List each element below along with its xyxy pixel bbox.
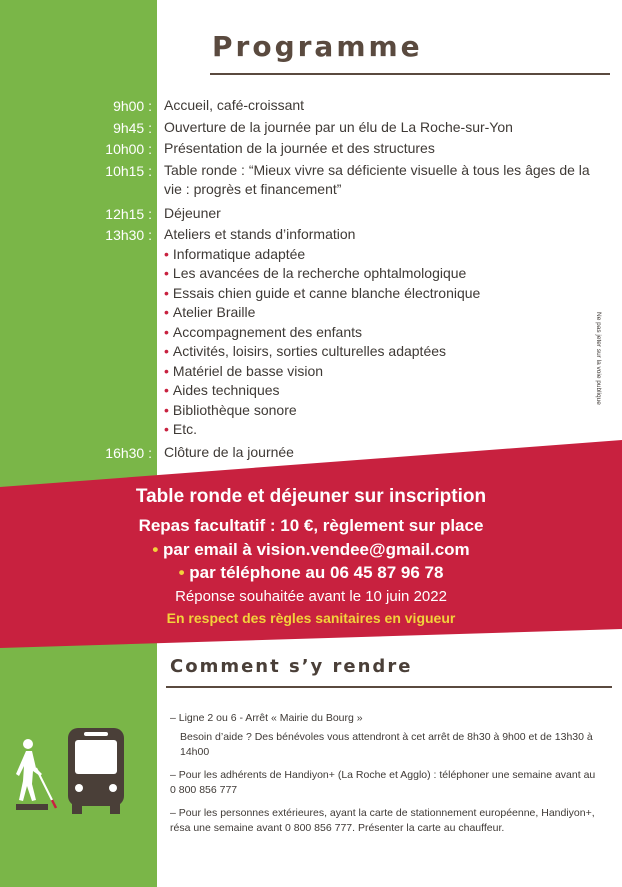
bullet-icon: • — [164, 245, 169, 262]
schedule-time: 12h15 : — [105, 205, 152, 222]
workshop-label: Informatique adaptée — [172, 245, 306, 262]
access-directions — [170, 711, 600, 844]
side-note-text: Ne pas jeter sur la voie publique — [595, 312, 602, 405]
list-item — [164, 381, 622, 401]
list-item — [164, 284, 622, 304]
members-info: – Pour les adhérents de Handiyon+ (La Roche et Agglo) : téléphoner une semaine avant au 0 800 856 777 — [170, 769, 596, 796]
bullet-icon: • — [164, 323, 169, 340]
bullet-icon: • — [164, 421, 169, 437]
email-line — [0, 540, 622, 560]
volunteer-help: Besoin d’aide ? Des bénévoles vous attendront à cet arrêt de 8h30 à 9h00 et de 13h30 à 14h00 — [180, 731, 593, 758]
bullet-icon: • — [164, 382, 169, 398]
phone-text: par téléphone au 06 45 87 96 78 — [189, 563, 444, 582]
workshop-label: Etc. — [172, 421, 198, 437]
schedule-row — [0, 225, 622, 245]
side-note — [592, 312, 602, 432]
schedule-text: Table ronde : “Mieux vivre sa déficiente visuelle à tous les âges de la vie : progrès et financement” — [164, 161, 590, 197]
schedule-time: 16h30 : — [105, 444, 152, 461]
list-item — [164, 420, 622, 440]
bullet-icon: • — [164, 304, 169, 320]
program-title: Programme — [212, 30, 423, 63]
schedule-time: 9h45 : — [113, 119, 152, 136]
schedule-row — [0, 96, 622, 116]
workshop-label: Atelier Braille — [172, 304, 256, 320]
schedule-row-closing — [0, 443, 622, 463]
schedule-row — [0, 161, 622, 200]
bullet-icon: • — [152, 540, 159, 559]
transport-pictogram — [12, 726, 128, 818]
schedule-text: Clôture de la journée — [164, 443, 294, 460]
access-title-rule — [166, 686, 612, 688]
list-item — [164, 362, 622, 382]
bullet-icon: • — [164, 265, 169, 281]
email-text: par email à vision.vendee@gmail.com — [163, 540, 470, 559]
bullet-icon: • — [164, 343, 169, 359]
schedule-time: 10h00 : — [105, 141, 152, 157]
schedule-text: Ouverture de la journée par un élu de La Roche-sur-Yon — [164, 118, 513, 135]
sanitary-notice: En respect des règles sanitaires en vigueur — [166, 610, 456, 626]
schedule-row — [0, 204, 622, 224]
list-item — [164, 245, 622, 265]
workshop-label: Accompagnement des enfants — [172, 323, 363, 340]
pedestrian-white-cane-icon — [16, 739, 56, 810]
bus-line-info: – Ligne 2 ou 6 - Arrêt « Mairie du Bourg » — [170, 712, 363, 724]
workshop-label: Matériel de basse vision — [172, 362, 324, 379]
workshop-label: Bibliothèque sonore — [172, 401, 297, 418]
program-title-rule — [210, 73, 610, 75]
meal-price: Repas facultatif : 10 €, règlement sur place — [138, 516, 484, 535]
list-item — [164, 264, 622, 284]
schedule-text: Présentation de la journée et des structures — [164, 140, 435, 156]
schedule-time: 10h15 : — [105, 162, 152, 179]
reply-deadline: Réponse souhaitée avant le 10 juin 2022 — [175, 588, 447, 605]
workshop-label: Les avancées de la recherche ophtalmologique — [172, 265, 467, 281]
inscription-heading: Table ronde et déjeuner sur inscription — [135, 486, 487, 507]
schedule-time: 13h30 : — [105, 227, 152, 243]
schedule-text: Ateliers et stands d’information — [164, 226, 356, 242]
bullet-icon: • — [164, 362, 169, 379]
list-item — [164, 342, 622, 362]
list-item — [164, 401, 622, 421]
schedule — [0, 96, 622, 462]
bullet-icon: • — [164, 284, 169, 301]
phone-line — [0, 563, 622, 583]
access-title: Comment s’y rendre — [170, 656, 413, 677]
schedule-row — [0, 139, 622, 159]
workshop-list — [0, 245, 622, 440]
list-item — [164, 303, 622, 323]
workshop-label: Activités, loisirs, sorties culturelles adaptées — [172, 343, 447, 359]
bullet-icon: • — [178, 563, 185, 582]
schedule-text: Accueil, café-croissant — [164, 97, 305, 113]
list-item — [164, 323, 622, 343]
bus-icon — [68, 728, 124, 814]
workshop-label: Aides techniques — [172, 382, 280, 398]
schedule-time: 9h00 : — [113, 98, 152, 114]
schedule-text: Déjeuner — [164, 204, 221, 221]
external-visitors-info: – Pour les personnes extérieures, ayant la carte de stationnement européenne, Handiyon+, résa une semaine avant 0 800 856 777. Présenter la carte au chauffeur. — [170, 807, 595, 834]
workshop-label: Essais chien guide et canne blanche électronique — [172, 284, 481, 301]
schedule-row — [0, 118, 622, 138]
bullet-icon: • — [164, 401, 169, 418]
